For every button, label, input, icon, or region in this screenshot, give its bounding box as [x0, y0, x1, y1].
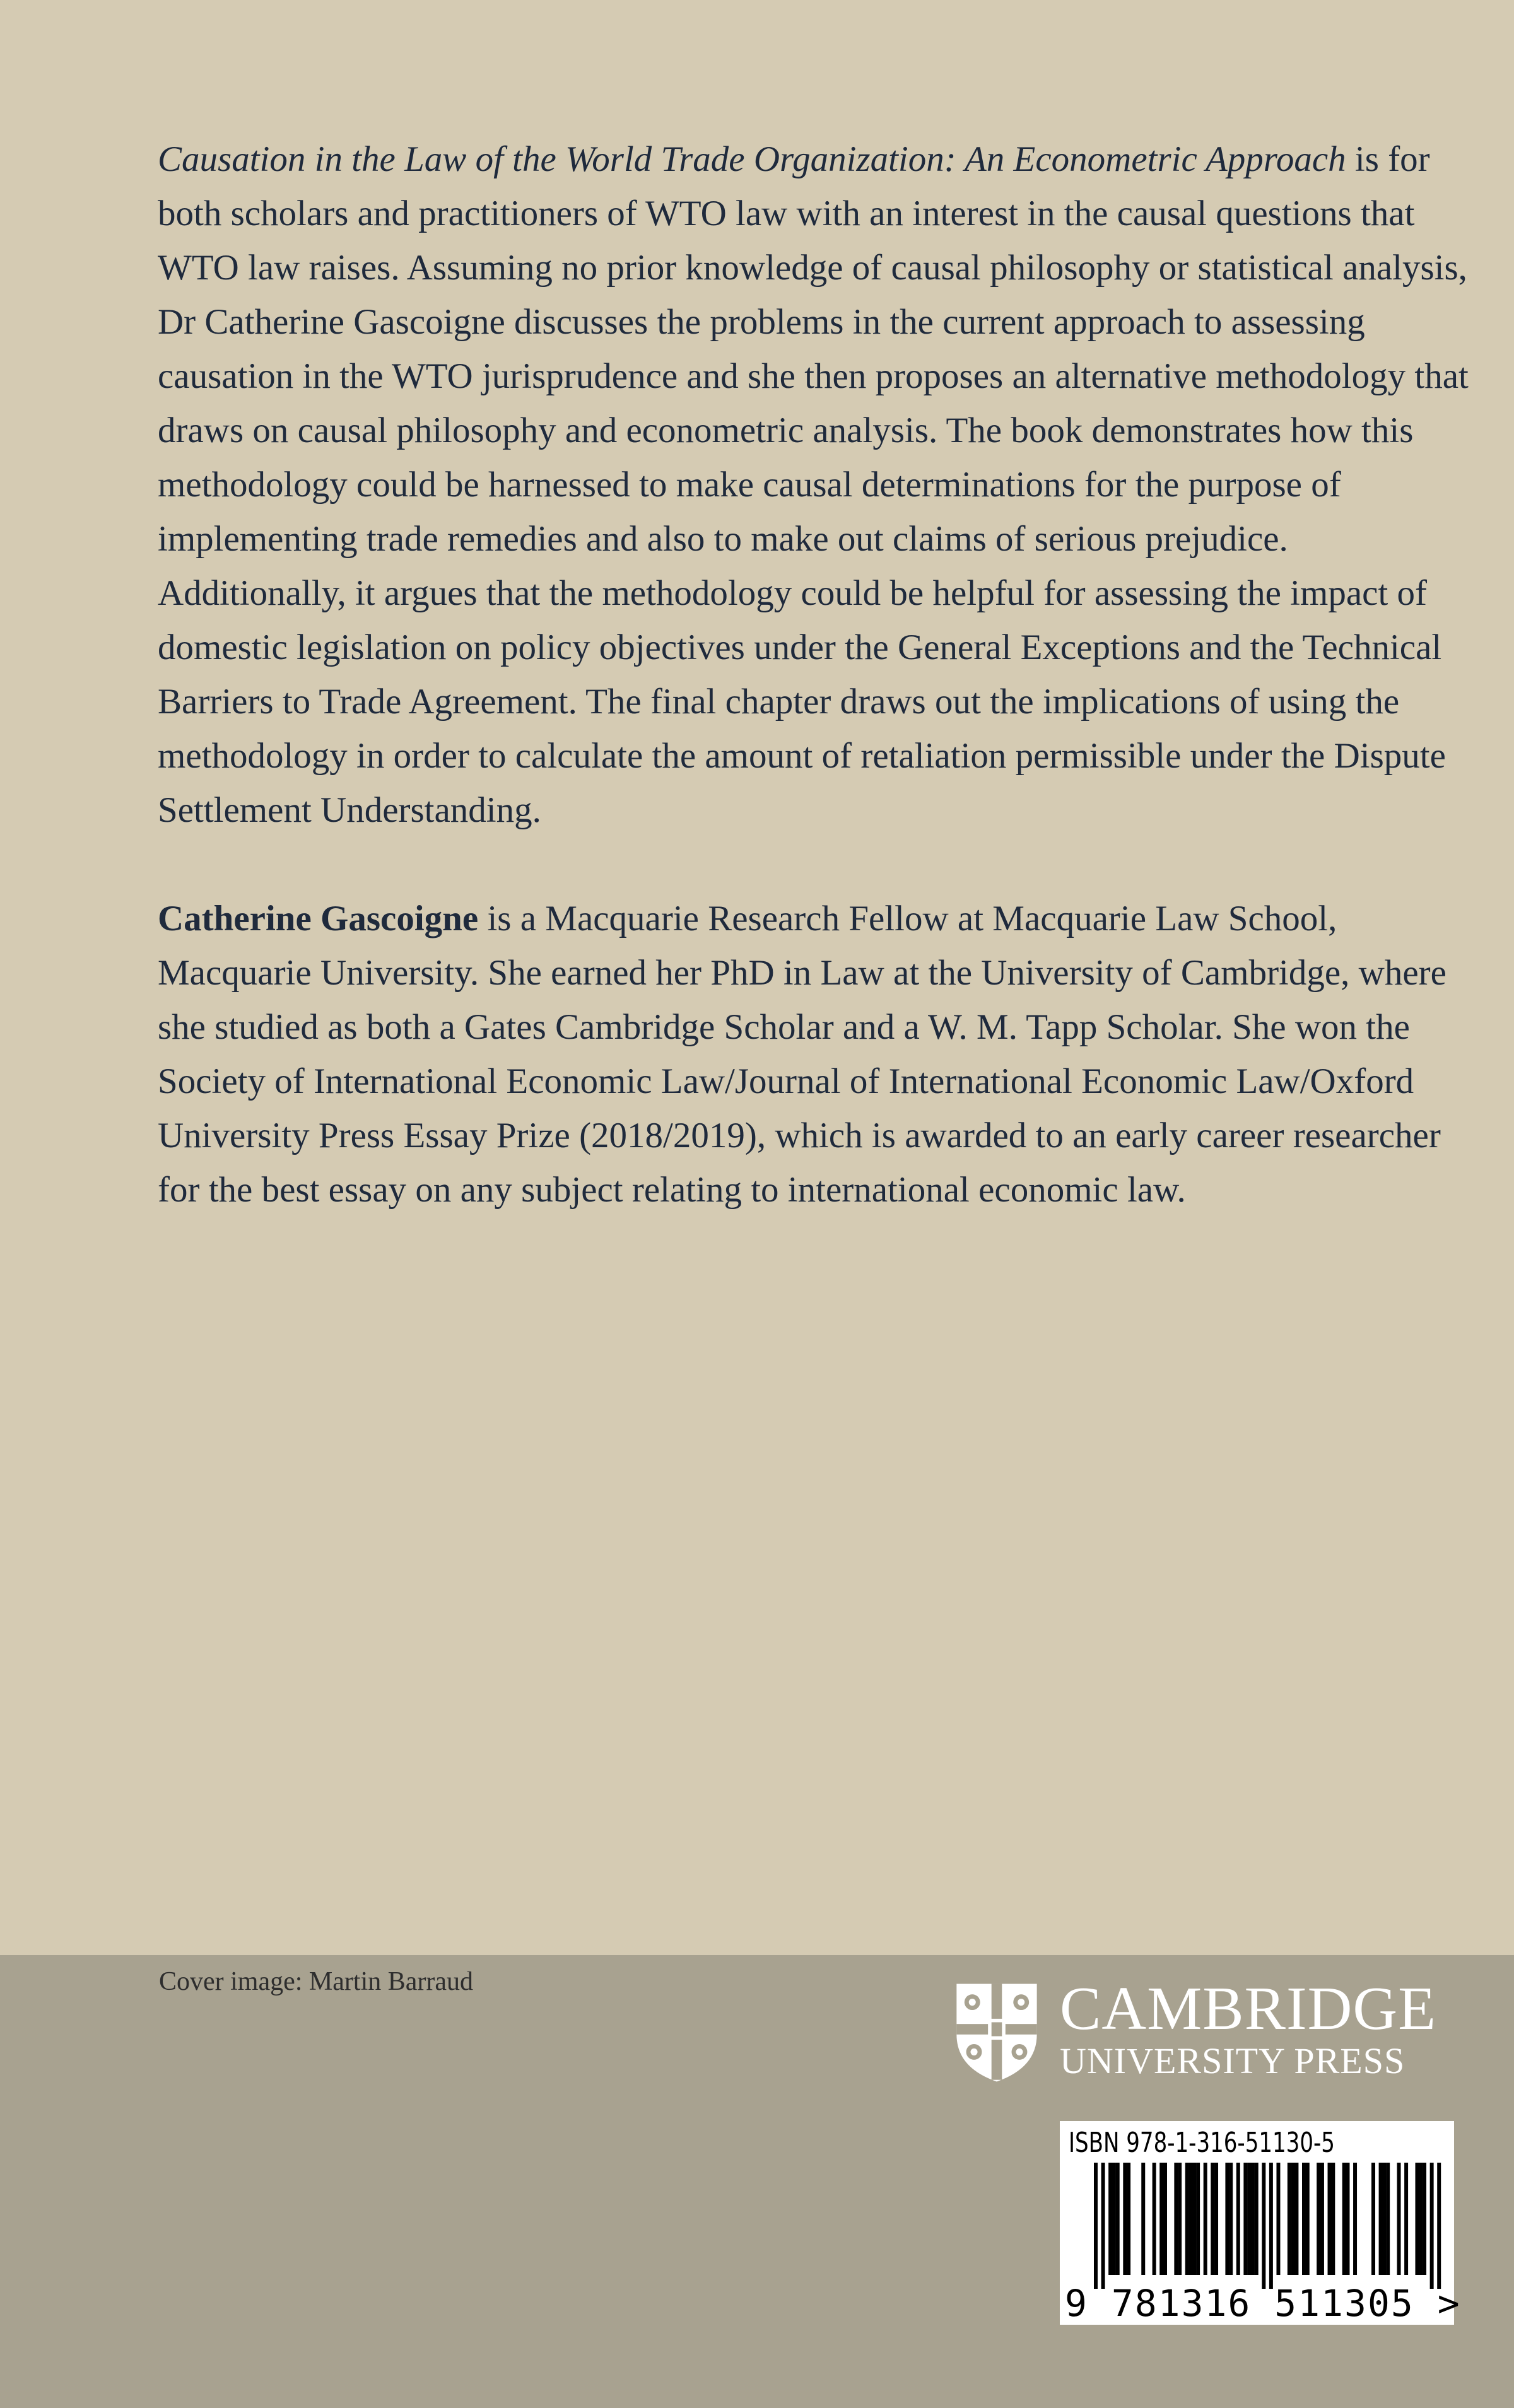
barcode-bar	[1101, 2163, 1105, 2289]
barcode-bar	[1141, 2163, 1145, 2275]
barcode-bar	[1404, 2163, 1408, 2275]
barcode-bar	[1423, 2163, 1426, 2275]
barcode-bar	[1342, 2163, 1346, 2275]
barcode-bar	[1127, 2163, 1130, 2275]
barcode-bar	[1328, 2163, 1332, 2275]
barcode-bar	[1419, 2163, 1423, 2275]
barcode-bar	[1255, 2163, 1259, 2275]
barcode-bar	[1353, 2163, 1357, 2275]
barcode-bar	[1386, 2163, 1390, 2275]
author-bio-paragraph	[158, 892, 1470, 1217]
barcode-bar	[1108, 2163, 1112, 2275]
barcode-bar	[1291, 2163, 1295, 2275]
barcode-bar	[1243, 2163, 1247, 2275]
barcode-bar	[1225, 2163, 1229, 2275]
barcode-bar	[1123, 2163, 1127, 2275]
barcode-bar	[1163, 2163, 1167, 2275]
barcode-bar	[1094, 2163, 1098, 2289]
barcode-bar	[1192, 2163, 1196, 2275]
barcode-bar	[1204, 2163, 1207, 2275]
barcode-bar	[1211, 2163, 1214, 2275]
barcode-bar	[1397, 2163, 1401, 2275]
barcode-bar	[1236, 2163, 1240, 2275]
barcode-bar	[1189, 2163, 1193, 2275]
back-cover-text	[158, 132, 1470, 1271]
barcode-bar	[1306, 2163, 1310, 2275]
barcode-bar	[1346, 2163, 1349, 2275]
isbn-barcode	[1060, 2121, 1461, 2325]
barcode-bar	[1185, 2163, 1189, 2275]
barcode-bar	[1371, 2163, 1375, 2275]
author-name: Catherine Gascoigne	[158, 899, 479, 938]
barcode-bar	[1269, 2163, 1273, 2289]
barcode-bar	[1302, 2163, 1306, 2275]
publisher-name-line1: CAMBRIDGE	[1060, 1975, 1437, 2043]
barcode-bar	[1382, 2163, 1386, 2275]
barcode-bar	[1262, 2163, 1265, 2289]
barcode-bars	[1069, 2163, 1447, 2289]
cover-image-credit: Cover image: Martin Barraud	[159, 1967, 474, 1996]
barcode-bar	[1317, 2163, 1320, 2275]
blurb-description: is for both scholars and practitioners of WTO law with an interest in the causal questions that WTO law raises. Assuming no prior knowledge of causal philosophy or statistical analysis, Dr Catherine Gascoigne discusses the problems in the current approach to assessing causation in the WTO jurisprudence and she then proposes an alternative methodology that draws on causal philosophy and econometric analysis. The book demonstrates how this methodology could be harnessed to make causal determinations for the purpose of implementing trade remedies and also to make out claims of serious prejudice. Additionally, it argues that the methodology could be helpful for assessing the impact of domestic legislation on policy objectives under the General Exceptions and the Technical Barriers to Trade Agreement. The final chapter draws out the implications of using the methodology in order to calculate the amount of retaliation permissible under the Dispute Settlement Understanding.	[158, 139, 1469, 830]
barcode-bar	[1294, 2163, 1298, 2275]
barcode-bar	[1174, 2163, 1178, 2275]
barcode-bar	[1437, 2163, 1441, 2289]
barcode-bar	[1276, 2163, 1280, 2275]
publisher-name	[1060, 1977, 1436, 2082]
barcode-bar	[1229, 2163, 1233, 2275]
publisher-name-line2: UNIVERSITY PRESS	[1060, 2040, 1405, 2081]
blurb-paragraph	[158, 132, 1470, 838]
barcode-bar	[1430, 2163, 1434, 2289]
barcode-bar	[1331, 2163, 1335, 2275]
publisher-logo	[953, 1977, 1457, 2084]
university-crest-icon	[953, 1980, 1041, 2085]
barcode-bar	[1159, 2163, 1163, 2275]
barcode-bar	[1116, 2163, 1120, 2275]
barcode-bar	[1178, 2163, 1182, 2275]
barcode-bar	[1415, 2163, 1419, 2275]
barcode-digits: 9 781316 511305 >	[1065, 2282, 1461, 2325]
barcode-bar	[1112, 2163, 1116, 2275]
barcode-bar	[1196, 2163, 1200, 2275]
barcode-bar	[1288, 2163, 1291, 2275]
barcode-bar	[1247, 2163, 1251, 2275]
isbn-label: ISBN 978-1-316-51130-5	[1069, 2127, 1335, 2159]
barcode-bar	[1379, 2163, 1383, 2275]
barcode-bar	[1153, 2163, 1156, 2275]
barcode-bar	[1214, 2163, 1218, 2275]
barcode-bar	[1251, 2163, 1255, 2275]
barcode-bar	[1320, 2163, 1324, 2275]
book-title: Causation in the Law of the World Trade Organization: An Econometric Approach	[158, 139, 1346, 179]
author-bio-text: is a Macquarie Research Fellow at Macquarie Law School, Macquarie University. She earned her PhD in Law at the University of Cambridge, where she studied as both a Gates Cambridge Scholar and a W. M. Tapp Scholar. She won the Society of International Economic Law/Journal of International Economic Law/Oxford University Press Essay Prize (2018/2019), which is awarded to an early career researcher for the best essay on any subject relating to international economic law.	[158, 899, 1447, 1210]
